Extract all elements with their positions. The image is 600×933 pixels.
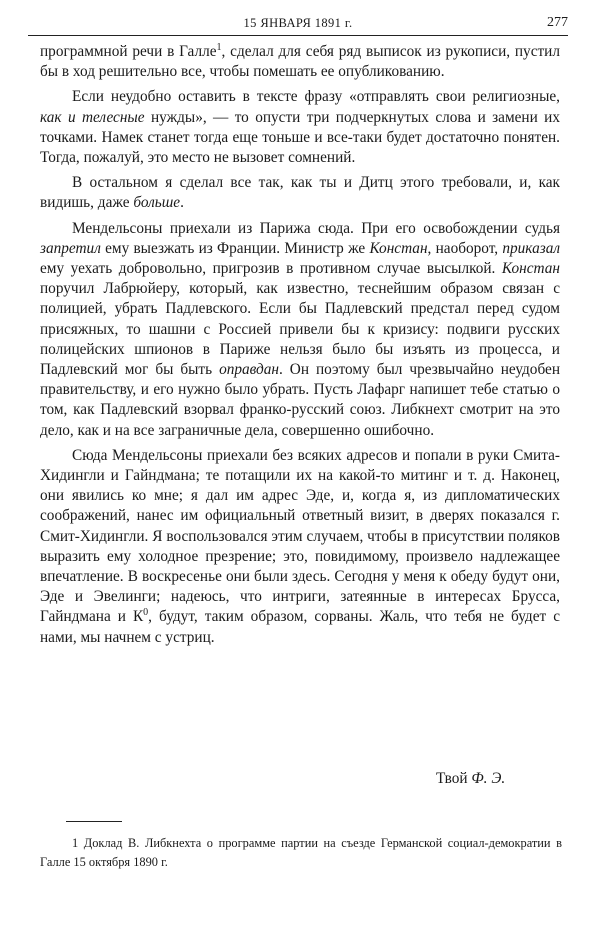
footnote-text: Доклад В. Либкнехта о программе партии на съезде Германской социал-демократии в Галле 15 октября 1890 г.	[40, 836, 562, 869]
signature-initials: Ф. Э.	[471, 770, 506, 787]
text-run: В остальном я сделал все так, как ты и Дитц этого требовали, и, как видишь, даже	[40, 174, 560, 212]
footnote-rule	[66, 821, 122, 822]
text-run: программной речи в Галле	[40, 43, 217, 60]
running-title: 15 ЯНВАРЯ 1891 г.	[243, 16, 353, 30]
text-run: .	[180, 194, 184, 212]
text-run: Мендельсоны приехали из Парижа сюда. При его освобождении судья	[72, 219, 560, 237]
italic-run: оправдан	[219, 361, 279, 379]
page-number: 277	[547, 15, 568, 30]
paragraph-5	[40, 446, 560, 648]
signature	[436, 770, 505, 788]
italic-run: приказал	[502, 239, 561, 257]
running-header	[28, 14, 568, 32]
text-run: поручил Лабрюйеру, который, как известно, теснейшим образом связан с полицией, убрать Падлевского. Если бы Падлевский предстал перед судом присяжных, то шашни с Россией привели бы к кризису: подвиги русских полицейских шпионов в Париже нельзя было бы изъять из процесса, и Падлевский мог бы быть	[40, 280, 560, 379]
footnote	[40, 834, 562, 872]
superscript-zero: 0	[143, 607, 149, 619]
text-run: , сделал для себя ряд выписок из рукописи, пустил бы в ход решительно все, чтобы помешать ее опубликованию.	[40, 43, 561, 81]
text-run: ему выезжать из Франции. Министр же	[100, 239, 370, 257]
paragraph-2	[40, 87, 560, 168]
paragraph-3	[40, 173, 560, 213]
text-run: , будут, таким образом, сорваны. Жаль, что тебя не будет с нами, мы начнем с устриц.	[40, 608, 560, 646]
italic-run: больше	[133, 194, 181, 212]
footnote-marker: 1	[72, 836, 79, 850]
text-run: . Он поэтому был чрезвычайно неудобен правительству, и его нужно было убрать. Пусть Лафарг напишет тебе статью о том, как Падлевский взорвал франко-русский союз. Либкнехт смотрит на это дело, как и на все заграничные дела, совершенно ошибочно.	[40, 361, 560, 439]
paragraph-1	[40, 42, 560, 82]
text-run: Если неудобно оставить в тексте фразу «отправлять свои религиозные,	[72, 88, 560, 106]
paragraph-4	[40, 219, 560, 441]
text-run: нужды», — то опусти три подчеркнутых слова и замени их точками. Намек станет тогда еще тоньше и все-таки будет достаточно понятен. Тогда, пожалуй, это место не вызовет сомнений.	[40, 108, 560, 167]
letter-body	[40, 42, 560, 653]
text-run: Сюда Мендельсоны приехали без всяких адресов и попали в руки Смита-Хидингли и Гайндмана; те потащили их на какой-то митинг и т. д. Наконец, они явились ко мне; я дал им адрес Эде, и, когда я, из дипломатических соображений, нанес им официальный ответный визит, в дверях показался г. Смит-Хидингли. Я воспользовался этим случаем, чтобы в присутствии поляков выразить ему холодное презрение; это, повидимому, произвело надлежащее впечатление. В воскресенье они были здесь. Сегодня у меня к обеду будут они, Эде и Эвелинги; надеюсь, что интриги, затеянные в интересах Брусса, Гайндмана и К	[40, 446, 560, 626]
italic-run: как и телесные	[40, 108, 145, 126]
text-run: ему уехать добровольно, пригрозив в противном случае высылкой.	[40, 260, 502, 278]
italic-run: запретил	[40, 239, 101, 257]
signature-word: Твой	[436, 770, 468, 787]
italic-run: Констан	[369, 239, 428, 257]
header-rule	[28, 35, 568, 36]
footnote-ref: 1	[216, 41, 222, 53]
italic-run: Констан	[501, 260, 560, 278]
text-run: , наоборот,	[427, 239, 503, 257]
